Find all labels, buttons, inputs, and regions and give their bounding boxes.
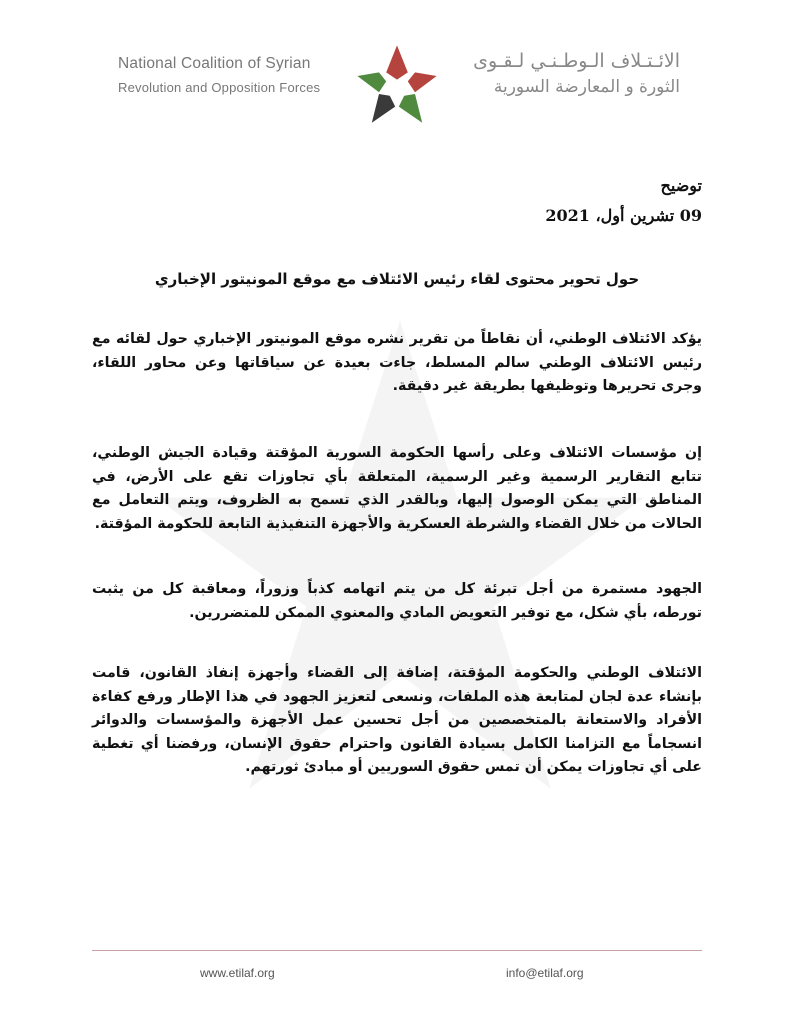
org-name-arabic-line2: الثورة و المعارضة السورية: [493, 77, 680, 97]
document-title: حول تحوير محتوى لقاء رئيس الائتلاف مع موقع المونيتور الإخباري: [154, 270, 640, 288]
star-logo-icon: [352, 40, 442, 130]
paragraph-2: إن مؤسسات الائتلاف وعلى رأسها الحكومة السورية المؤقتة وقيادة الجيش الوطني، تتابع التقارير الرسمية وغير الرسمية، المتعلقة بأي تجاوزات تقع على الأرض، في المناطق التي يمكن الوصول إليها، وبالقدر الذي تسمح به الظروف، ويتم التعامل مع الحالات من خلال القضاء والشرطة العسكرية والأجهزة التنفيذية التابعة للحكومة المؤقتة.: [92, 445, 702, 532]
footer-website-link[interactable]: www.etilaf.org: [200, 966, 275, 980]
org-name-arabic: [440, 48, 680, 100]
org-name-english-line1: National Coalition of Syrian: [118, 55, 311, 72]
org-name-english-line2: Revolution and Opposition Forces: [118, 80, 321, 95]
org-name-english: [118, 52, 348, 100]
footer-email-link[interactable]: info@etilaf.org: [506, 966, 584, 980]
paragraph-1: يؤكد الائتلاف الوطني، أن نقاطاً من تقرير نشره موقع المونيتور الإخباري حول لقائه مع رئيس الائتلاف الوطني سالم المسلط، جاءت بعيدة عن سياقاتها وعن محاور اللقاء، وجرى تحريرها وتوظيفها بطريقة غير دقيقة.: [92, 331, 702, 394]
document-date: 09 تشرين أول، 2021: [545, 206, 702, 225]
paragraph-4: الائتلاف الوطني والحكومة المؤقتة، إضافة إلى القضاء وأجهزة إنفاذ القانون، قامت بإنشاء عدة لجان لمتابعة هذه الملفات، ونسعى لتعزيز الجهود في هذا الإطار ورفع كفاءة الأفراد والاستعانة بالمتخصصين من أجل تحسين عمل الأجهزة والمؤسسات والدوائر انسجاماً مع التزامنا الكامل بسيادة القانون واحترام حقوق الإنسان، ورفضنا أي تغطية على أي تجاوزات يمكن أن تمس حقوق السوريين أو مبادئ ثورتهم.: [92, 665, 702, 775]
footer-divider: [92, 950, 702, 951]
org-name-arabic-line1: الائـتـلاف الـوطـنـي لـقـوى: [473, 50, 680, 72]
document-type: توضيح: [660, 176, 702, 195]
paragraph-3: الجهود مستمرة من أجل تبرئة كل من يتم اتهامه كذباً وزوراً، ومعاقبة كل من يثبت تورطه، بأي شكل، مع توفير التعويض المادي والمعنوي الممكن للمتضررين.: [92, 581, 702, 621]
